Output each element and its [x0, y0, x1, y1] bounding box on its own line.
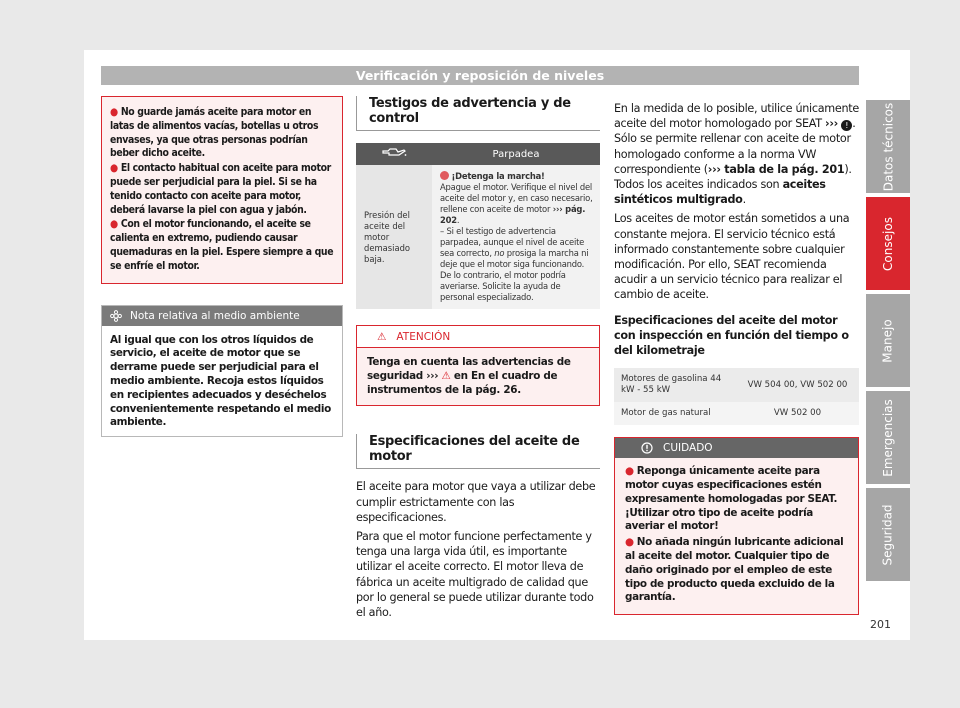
table-row: [614, 402, 859, 425]
tab-datos-tecnicos[interactable]: [866, 100, 910, 193]
page-reference-link[interactable]: ››› pág. 202: [440, 204, 586, 225]
oil-spec-table: [614, 368, 859, 425]
spec-heading: Especificaciones del aceite del motor con inspección en función del tiempo o del kilometraje: [614, 313, 849, 358]
heading-rule: [356, 130, 600, 131]
reference-link[interactable]: ›››: [426, 369, 439, 382]
lamp-text-emphasis: no: [494, 248, 505, 258]
lamp-text: Apague el motor. Verifique el nivel del aceite del motor y, en caso necesario, rellene con aceite de motor: [440, 182, 593, 214]
reference-link[interactable]: ›››: [825, 117, 838, 131]
table-header-blink: Parpadea: [432, 143, 600, 165]
paragraph: Los aceites de motor están sometidos a una constante mejora. El servicio técnico está informado constantemente sobre cualquier modificación. Por ello, SEAT recomienda acudir a un servicio técnico para realizar el cambio de aceite.: [614, 212, 850, 302]
tab-seguridad[interactable]: [866, 488, 910, 581]
warning-text: No guarde jamás aceite para motor en latas de alimentos vacías, botellas u otros envases, ya que otras personas podrían beber dicho aceite.: [110, 106, 319, 160]
section-heading: [356, 96, 600, 130]
cuidado-header: [615, 438, 858, 458]
cuidado-list: [615, 458, 858, 614]
cuidado-text: No añada ningún lubricante adicional al aceite del motor. Cualquier tipo de daño originado por el empleo de este tipo de producto queda excluido de la garantía.: [625, 536, 844, 604]
tab-label: Datos técnicos: [881, 102, 895, 191]
tab-label: Emergencias: [881, 398, 895, 477]
paragraph-text: . Sólo se permite rellenar con aceite de motor homologado conforme a la norma VW correspondiente (: [614, 117, 856, 176]
atencion-title: ATENCIÓN: [396, 331, 451, 343]
lamp-description: Presión del aceite del motor demasiado baja.: [356, 165, 432, 309]
right-column: [614, 101, 859, 615]
table-header-row: [356, 143, 600, 165]
table-row: [356, 165, 600, 309]
paragraph-text: En la medida de lo posible, utilice únicamente aceite del motor homologado por SEAT: [614, 102, 859, 131]
middle-column: [356, 96, 600, 624]
paragraph: [614, 101, 859, 207]
bullet-icon: ●: [110, 162, 118, 175]
environment-note-header: [102, 306, 342, 326]
tab-label: Consejos: [881, 216, 896, 271]
caution-icon: [641, 442, 653, 454]
chapter-header: Verificación y reposición de niveles: [101, 66, 859, 85]
paragraph: Para que el motor funcione perfectamente y tenga una larga vida útil, es importante utilizar el aceite correcto. El motor lleva de fábrica un aceite multigrado de calidad que por lo general se puede utilizar durante todo el año.: [356, 530, 594, 620]
warning-item: [110, 106, 334, 161]
tab-consejos[interactable]: [866, 197, 910, 290]
lamp-text: – Si el testigo de advertencia parpadea, aunque el nivel de aceite sea correcto,: [440, 226, 585, 258]
info-icon: !: [841, 120, 852, 131]
bullet-icon: ●: [625, 536, 634, 549]
lamp-title: ¡Detenga la marcha!: [451, 171, 545, 181]
body-text: [356, 479, 600, 620]
section-heading-text: Testigos de advertencia y de control: [369, 96, 571, 126]
red-warning-light-icon: [440, 171, 449, 180]
environment-note-title: Nota relativa al medio ambiente: [130, 309, 300, 322]
tab-label: Manejo: [881, 318, 895, 363]
paragraph-text: .: [742, 193, 746, 207]
left-column: [101, 96, 343, 437]
oil-can-icon: [381, 148, 407, 158]
table-reference-link[interactable]: ››› tabla de la pág. 201: [707, 162, 845, 176]
table-header-icon-cell: [356, 143, 432, 165]
bullet-icon: ●: [110, 106, 118, 118]
warning-triangle-icon: ⚠: [377, 331, 387, 343]
tab-label: Seguridad: [881, 503, 896, 566]
table-row: [614, 368, 859, 402]
cuidado-item: [625, 536, 848, 605]
atencion-text: Tenga en cuenta las advertencias de seguridad: [367, 356, 571, 382]
cuidado-box: [614, 437, 859, 615]
atencion-body: [357, 348, 599, 405]
heading-rule: [356, 468, 600, 469]
warning-item: [110, 218, 334, 273]
atencion-box: [356, 325, 600, 406]
cuidado-title: CUIDADO: [663, 442, 713, 455]
page-number: 201: [870, 618, 891, 631]
norm-cell: VW 504 00, VW 502 00: [736, 368, 859, 402]
cuidado-text: Reponga únicamente aceite para motor cuyas especificaciones estén expresamente homologadas por SEAT. ¡Utilizar otro tipo de aceite podría averiar el motor!: [625, 465, 838, 533]
environment-note: [101, 305, 343, 438]
tab-manejo[interactable]: [866, 294, 910, 387]
warning-triangle-icon: ⚠: [441, 369, 451, 382]
section-heading: [356, 434, 600, 468]
bullet-icon: ●: [625, 465, 634, 478]
bullet-icon: ●: [110, 218, 118, 231]
environment-note-body: Al igual que con los otros líquidos de servicio, el aceite de motor que se derrame puede ser perjudicial para el medio ambiente. Recoja estos líquidos en recipientes adecuados y deséchelos convenientemente respetando el medio ambiente.: [110, 333, 331, 429]
warning-box: [101, 96, 343, 284]
warning-text: Con el motor funcionando, el aceite se calienta en extremo, pudiendo causar quemaduras en la piel. Espere siempre a que se enfríe el motor.: [110, 218, 334, 272]
warning-text: El contacto habitual con aceite para motor puede ser perjudicial para la piel. Si se ha tenido contacto con aceite para motor, deberá lavarse la piel con agua y jabón.: [110, 162, 331, 216]
paragraph-text: ). Todos los aceites indicados son: [614, 162, 852, 192]
cuidado-item: [625, 465, 848, 534]
engine-cell: Motor de gas natural: [614, 402, 736, 425]
lamp-instructions: ¡Detenga la marcha! Apague el motor. Verifique el nivel del aceite del motor y, en caso necesario, rellene con aceite de motor ››› pág. 202. – Si el testigo de advertencia parpadea, aunque el nivel de aceite sea correcto, no prosiga la marcha ni deje que el motor siga funcionando. De lo contrario, el motor podría averiarse. Solicite la ayuda de personal especializado.: [432, 165, 600, 309]
environment-icon: [110, 310, 122, 322]
warning-lamp-table: [356, 143, 600, 309]
atencion-text: en En el cuadro de instrumentos de la pág. 26.: [367, 369, 558, 396]
paragraph: El aceite para motor que vaya a utilizar debe cumplir estrictamente con las especificaciones.: [356, 480, 596, 524]
norm-cell: VW 502 00: [736, 402, 859, 425]
section-heading-text: Especificaciones del aceite de motor: [369, 434, 580, 465]
engine-cell: Motores de gasolina 44 kW - 55 kW: [614, 368, 736, 402]
paragraph-bold: aceites sintéticos multigrado: [614, 178, 826, 207]
lamp-text: prosiga la marcha ni deje que el motor siga funcionando. De lo contrario, el motor podría averiarse. Solicite la ayuda de personal especializado.: [440, 248, 589, 302]
body-text: [614, 101, 859, 358]
warning-item: [110, 162, 334, 217]
tab-emergencias[interactable]: [866, 391, 910, 484]
atencion-header: [357, 326, 599, 348]
